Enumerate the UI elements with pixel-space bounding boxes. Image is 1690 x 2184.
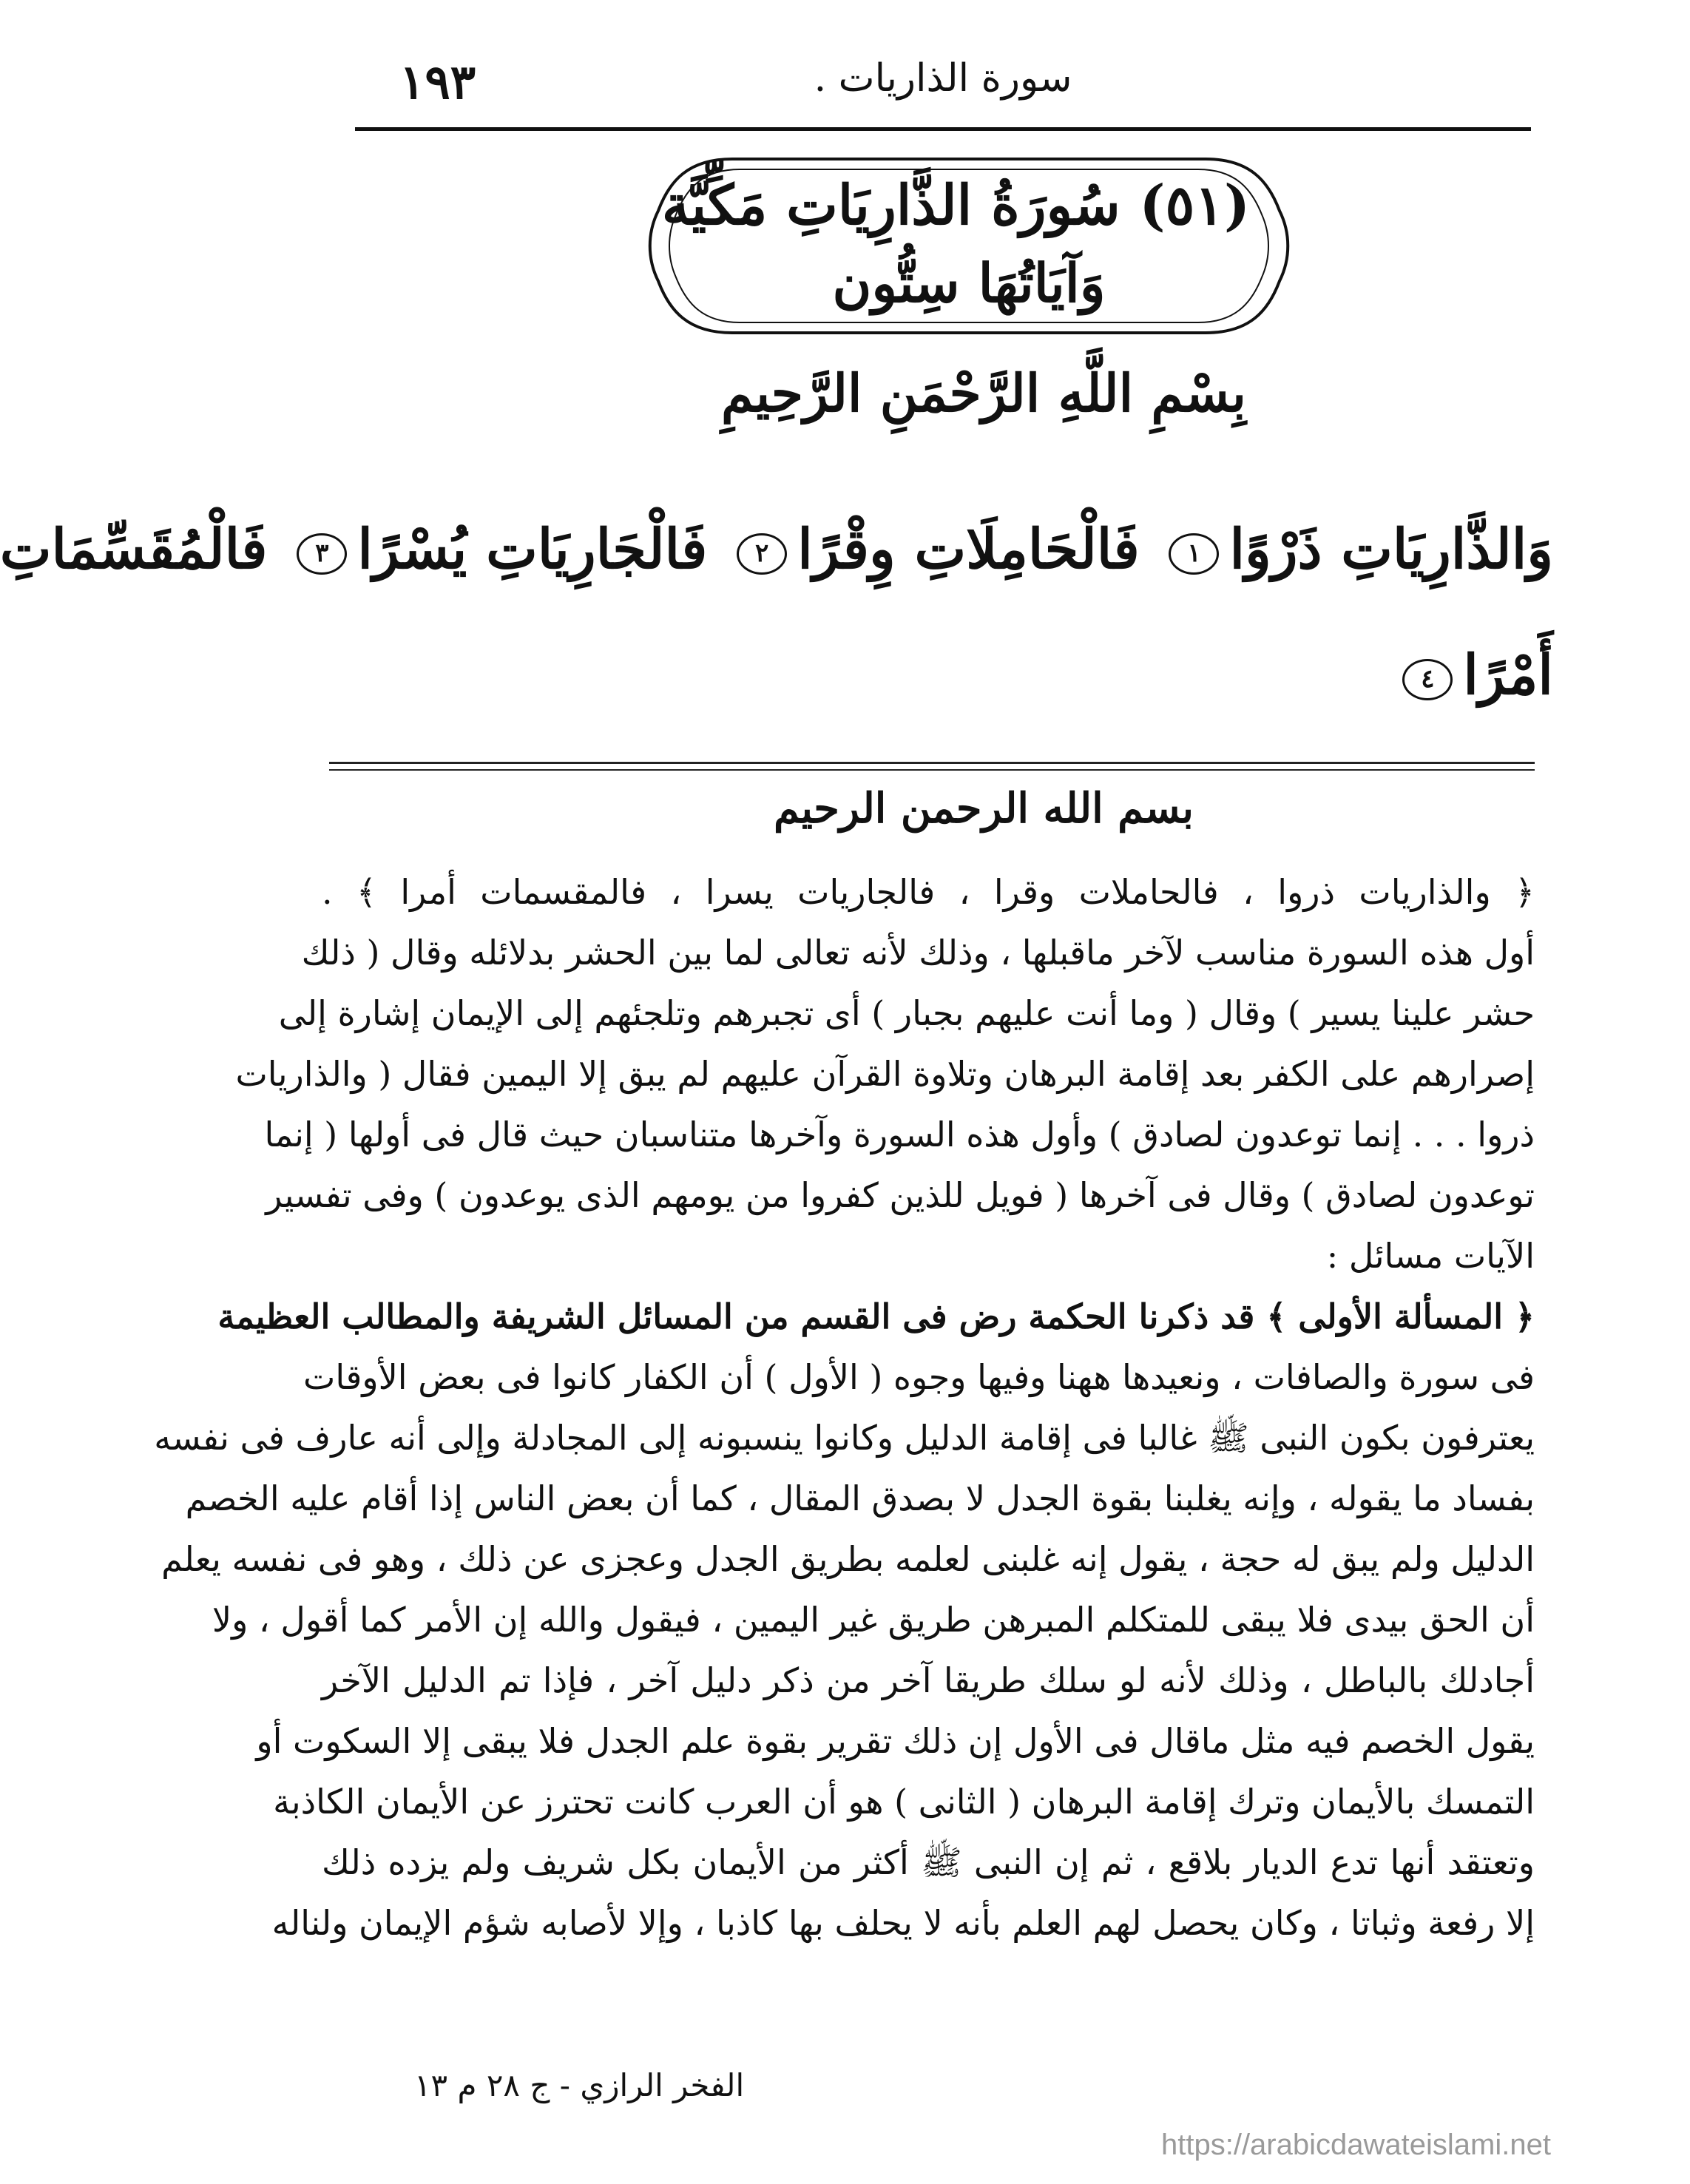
commentary-line: حشر علينا يسير ) وقال ( وما أنت عليهم بجبار ) أى تجبرهم وتلجئهم إلى الإيمان إشارة إلى (278, 993, 1535, 1033)
verse-text: فَالْحَامِلَاتِ وِقْرًا (797, 518, 1140, 581)
running-header (355, 44, 1531, 126)
commentary-line: فى سورة والصافات ، ونعيدها ههنا وفيها وجوه ( الأول ) أن الكفار كانوا فى بعض الأوقات (303, 1357, 1535, 1397)
verse-text: فَالْجَارِيَاتِ يُسْرًا (357, 518, 708, 581)
watermark-url: https://arabicdawateislami.net (1161, 2129, 1551, 2161)
commentary-line: أول هذه السورة مناسب لآخر ماقبلها ، وذلك لأنه تعالى لما بين الحشر بدلائله وقال ( ذلك (301, 933, 1535, 973)
verse-line (1392, 643, 1553, 707)
commentary-line: الآيات مسائل : (1326, 1236, 1535, 1276)
page-number: ١٩٣ (399, 55, 476, 110)
commentary-line: يعترفون بكون النبى ﷺ غالبا فى إقامة الدليل وكانوا ينسبونه إلى المجادلة وإلى أنه عارف فى نفسه (154, 1418, 1535, 1458)
verse-line (0, 518, 1553, 581)
running-surah-title: سورة الذاريات . (814, 56, 1072, 101)
surah-title-cartouche (643, 152, 1294, 340)
commentary-body (154, 862, 1535, 1953)
verse-text: وَالذَّارِيَاتِ ذَرْوًا (1229, 518, 1553, 581)
commentary-line: أجادلك بالباطل ، وذلك لأنه لو سلك طريقا آخر من ذكر دليل آخر ، فإذا تم الدليل الآخر (322, 1660, 1535, 1700)
section-divider (329, 762, 1535, 764)
commentary-line: توعدون لصادق ) وقال فى آخرها ( فويل للذين كفروا من يومهم الذى يوعدون ) وفى تفسير (266, 1175, 1535, 1215)
commentary-line: الدليل ولم يبق له حجة ، يقول إنه غلبنى لعلمه بطريق الجدل وعجزى عن ذلك ، وهو فى نفسه يعلم (161, 1539, 1535, 1579)
cartouche-surah-name: (٥١) سُورَةُ الذَّارِيَاتِ مَكِّيَّة (661, 174, 1250, 237)
verse-text: فَالْمُقَسِّمَاتِ (0, 518, 268, 581)
cartouche-verse-count: وَآيَاتُهَا سِتُّون (832, 251, 1106, 314)
commentary-line: التمسك بالأيمان وترك إقامة البرهان ( الثانى ) هو أن العرب كانت تحترز عن الأيمان الكاذبة (273, 1782, 1535, 1822)
commentary-line: وتعتقد أنها تدع الديار بلاقع ، ثم إن النبى ﷺ أكثر من الأيمان بكل شريف ولم يزده ذلك (322, 1842, 1535, 1882)
ayah-number-marker: ١ (1169, 533, 1219, 575)
header-rule (355, 127, 1531, 131)
commentary-line: إلا رفعة وثباتا ، وكان يحصل لهم العلم بأنه لا يحلف بها كاذبا ، وإلا لأصابه شؤم الإيمان ولناله (271, 1903, 1535, 1943)
footer-signature: الفخر الرازي - ج ٢٨ م ١٣ (414, 2067, 745, 2103)
commentary-line: إصرارهم على الكفر بعد إقامة البرهان وتلاوة القرآن عليهم لم يبق إلا اليمين فقال ( والذاريات (235, 1054, 1535, 1094)
quran-basmala: بِسْمِ اللَّهِ الرَّحْمَنِ الرَّحِيمِ (721, 362, 1246, 424)
ayah-number-marker: ٤ (1402, 659, 1453, 700)
commentary-line: ﴿ المسألة الأولى ﴾ قد ذكرنا الحكمة رض فى القسم من المسائل الشريفة والمطالب العظيمة (217, 1296, 1535, 1336)
commentary-line: يقول الخصم فيه مثل ماقال فى الأول إن ذلك تقرير بقوة علم الجدل فلا يبقى إلا السكوت أو (256, 1721, 1535, 1761)
commentary-line: ﴿ والذاريات ذروا ، فالحاملات وقرا ، فالجاريات يسرا ، فالمقسمات أمرا ﴾ . (322, 872, 1535, 912)
section-divider (329, 769, 1535, 771)
ayah-number-marker: ٣ (297, 533, 347, 575)
verse-text: أَمْرًا (1463, 643, 1553, 707)
commentary-basmala: بسم الله الرحمن الرحيم (774, 784, 1194, 833)
commentary-line: بفساد ما يقوله ، وإنه يغلبنا بقوة الجدل لا بصدق المقال ، كما أن بعض الناس إذا أقام عليه الخصم (185, 1478, 1535, 1518)
ayah-number-marker: ٢ (737, 533, 787, 575)
commentary-line: ذروا . . . إنما توعدون لصادق ) وأول هذه السورة وآخرها متناسبان حيث قال فى أولها ( إنما (264, 1115, 1535, 1154)
commentary-line: أن الحق بيدى فلا يبقى للمتكلم المبرهن طريق غير اليمين ، فيقول والله إن الأمر كما أقول ، ولا (212, 1600, 1535, 1640)
